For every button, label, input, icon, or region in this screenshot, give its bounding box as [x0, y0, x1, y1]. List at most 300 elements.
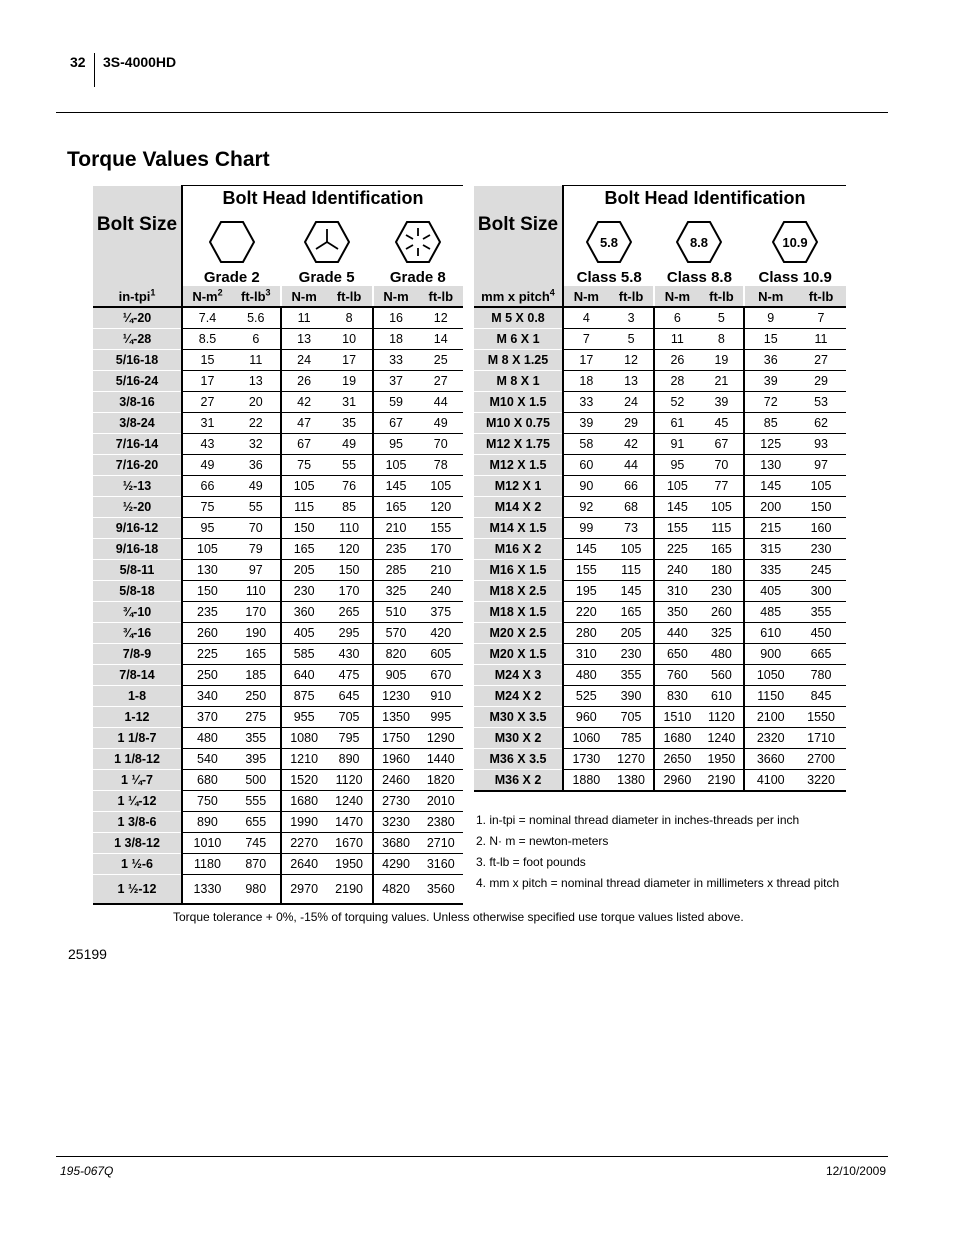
class-10-9-header	[744, 211, 846, 286]
torque-value-cell: 980	[232, 875, 281, 905]
table-row	[93, 812, 463, 833]
torque-value-cell: 33	[563, 392, 609, 413]
bolt-size-cell: 9/16-18	[93, 539, 182, 560]
torque-value-cell: 1550	[796, 707, 846, 728]
table-row	[93, 307, 463, 329]
torque-value-cell: 68	[609, 497, 655, 518]
torque-value-cell: 2970	[281, 875, 327, 905]
torque-value-cell: 105	[609, 539, 655, 560]
table-row	[93, 644, 463, 665]
grade-5-header	[281, 211, 373, 286]
figure-number: 25199	[68, 946, 107, 962]
torque-value-cell: 890	[327, 749, 373, 770]
torque-value-cell: 110	[327, 518, 373, 539]
bolt-size-cell: 1 ¼-7	[93, 770, 182, 791]
torque-value-cell: 67	[373, 413, 419, 434]
table-row	[93, 770, 463, 791]
torque-value-cell: 190	[232, 623, 281, 644]
grade-5-label: Grade 5	[298, 269, 355, 286]
torque-value-cell: 25	[419, 350, 463, 371]
bolt-size-cell: M 5 X 0.8	[474, 307, 563, 329]
torque-value-cell: 155	[563, 560, 609, 581]
torque-value-cell: 210	[419, 560, 463, 581]
torque-value-cell: 745	[232, 833, 281, 854]
table-row	[474, 602, 846, 623]
header-divider	[94, 53, 95, 87]
table-row	[474, 770, 846, 792]
torque-value-cell: 58	[563, 434, 609, 455]
class-10-9-mark: 10.9	[782, 235, 808, 250]
table-row	[474, 476, 846, 497]
torque-value-cell: 14	[419, 329, 463, 350]
torque-value-cell: 570	[373, 623, 419, 644]
bolt-size-cell: 3/8-16	[93, 392, 182, 413]
table-row	[93, 854, 463, 875]
torque-value-cell: 2320	[744, 728, 796, 749]
torque-value-cell: 12	[609, 350, 655, 371]
torque-value-cell: 525	[563, 686, 609, 707]
bolt-size-cell: M10 X 1.5	[474, 392, 563, 413]
torque-value-cell: 1960	[373, 749, 419, 770]
bolt-size-cell: 1 1/8-12	[93, 749, 182, 770]
torque-value-cell: 120	[419, 497, 463, 518]
torque-value-cell: 1680	[654, 728, 699, 749]
torque-value-cell: 3230	[373, 812, 419, 833]
torque-value-cell: 3160	[419, 854, 463, 875]
bolt-size-cell: M10 X 0.75	[474, 413, 563, 434]
bolt-size-cell: 5/8-11	[93, 560, 182, 581]
document-number: 195-067Q	[60, 1164, 114, 1178]
bolt-head-identification-header: Bolt Head Identification	[182, 186, 463, 212]
bolt-size-cell: M 8 X 1.25	[474, 350, 563, 371]
torque-value-cell: 11	[796, 329, 846, 350]
torque-value-cell: 52	[654, 392, 699, 413]
torque-value-cell: 150	[281, 518, 327, 539]
torque-value-cell: 540	[182, 749, 232, 770]
torque-value-cell: 4100	[744, 770, 796, 792]
torque-value-cell: 8	[327, 307, 373, 329]
torque-value-cell: 170	[232, 602, 281, 623]
torque-value-cell: 1880	[563, 770, 609, 792]
table-row	[474, 371, 846, 392]
torque-value-cell: 95	[373, 434, 419, 455]
torque-value-cell: 5	[699, 307, 744, 329]
torque-value-cell: 27	[796, 350, 846, 371]
torque-value-cell: 750	[182, 791, 232, 812]
torque-value-cell: 355	[796, 602, 846, 623]
torque-value-cell: 145	[373, 476, 419, 497]
torque-value-cell: 1330	[182, 875, 232, 905]
torque-value-cell: 31	[327, 392, 373, 413]
grade-8-label: Grade 8	[389, 269, 446, 286]
torque-value-cell: 49	[419, 413, 463, 434]
torque-value-cell: 645	[327, 686, 373, 707]
table-row	[93, 518, 463, 539]
torque-value-cell: 485	[744, 602, 796, 623]
torque-value-cell: 10	[327, 329, 373, 350]
torque-value-cell: 1180	[182, 854, 232, 875]
table-row	[93, 371, 463, 392]
torque-value-cell: 705	[609, 707, 655, 728]
table-row	[474, 581, 846, 602]
torque-value-cell: 500	[232, 770, 281, 791]
footnote: 4. mm x pitch = nominal thread diameter in millimeters x thread pitch	[476, 876, 840, 890]
torque-value-cell: 105	[796, 476, 846, 497]
torque-value-cell: 85	[327, 497, 373, 518]
torque-value-cell: 105	[182, 539, 232, 560]
torque-value-cell: 240	[654, 560, 699, 581]
torque-value-cell: 8	[699, 329, 744, 350]
bolt-size-cell: M24 X 3	[474, 665, 563, 686]
bolt-size-cell: M 8 X 1	[474, 371, 563, 392]
torque-value-cell: 120	[327, 539, 373, 560]
torque-value-cell: 105	[419, 476, 463, 497]
table-row	[474, 413, 846, 434]
torque-value-cell: 26	[281, 371, 327, 392]
torque-value-cell: 59	[373, 392, 419, 413]
table-row	[93, 833, 463, 854]
bolt-size-cell: 1-12	[93, 707, 182, 728]
bolt-size-cell: M30 X 3.5	[474, 707, 563, 728]
torque-value-cell: 110	[232, 581, 281, 602]
class-10-9-hex-icon	[772, 219, 818, 265]
table-row	[474, 329, 846, 350]
grade-2-header	[182, 211, 281, 286]
bolt-size-header: Bolt Size	[474, 186, 563, 287]
torque-value-cell: 2700	[796, 749, 846, 770]
grade-2-hex-icon	[209, 219, 255, 265]
bolt-size-cell: M12 X 1	[474, 476, 563, 497]
torque-value-cell: 97	[232, 560, 281, 581]
torque-value-cell: 1350	[373, 707, 419, 728]
torque-value-cell: 230	[281, 581, 327, 602]
torque-value-cell: 165	[232, 644, 281, 665]
torque-value-cell: 265	[327, 602, 373, 623]
torque-value-cell: 325	[699, 623, 744, 644]
bolt-size-cell: 1 ½-6	[93, 854, 182, 875]
class-5-8-mark: 5.8	[600, 235, 619, 250]
torque-value-cell: 310	[563, 644, 609, 665]
torque-value-cell: 15	[744, 329, 796, 350]
bolt-size-cell: M18 X 2.5	[474, 581, 563, 602]
torque-value-cell: 225	[654, 539, 699, 560]
torque-value-cell: 93	[796, 434, 846, 455]
footnote: 1. in-tpi = nominal thread diameter in inches-threads per inch	[476, 813, 800, 827]
torque-value-cell: 165	[609, 602, 655, 623]
torque-value-cell: 2190	[327, 875, 373, 905]
in-tpi-column-header: in-tpi$^1$	[93, 286, 182, 307]
table-row	[93, 455, 463, 476]
torque-value-cell: 21	[699, 371, 744, 392]
torque-value-cell: 1710	[796, 728, 846, 749]
class-8-8-mark: 8.8	[690, 235, 709, 250]
torque-value-cell: 610	[744, 623, 796, 644]
torque-value-cell: 2730	[373, 791, 419, 812]
torque-value-cell: 85	[744, 413, 796, 434]
torque-value-cell: 55	[327, 455, 373, 476]
torque-value-cell: 780	[796, 665, 846, 686]
bolt-size-cell: 1 3/8-12	[93, 833, 182, 854]
torque-value-cell: 91	[654, 434, 699, 455]
torque-value-cell: 39	[699, 392, 744, 413]
torque-value-cell: 150	[182, 581, 232, 602]
torque-value-cell: 200	[744, 497, 796, 518]
torque-value-cell: 1270	[609, 749, 655, 770]
torque-value-cell: 395	[232, 749, 281, 770]
torque-value-cell: 105	[281, 476, 327, 497]
table-row	[93, 329, 463, 350]
bolt-size-cell: M20 X 1.5	[474, 644, 563, 665]
torque-value-cell: 2270	[281, 833, 327, 854]
table-row	[474, 623, 846, 644]
torque-value-cell: 2710	[419, 833, 463, 854]
torque-value-cell: 480	[563, 665, 609, 686]
torque-value-cell: 3680	[373, 833, 419, 854]
class-8-8-hex-icon	[676, 219, 722, 265]
torque-value-cell: 2650	[654, 749, 699, 770]
torque-value-cell: 17	[563, 350, 609, 371]
torque-value-cell: 1520	[281, 770, 327, 791]
table-row	[474, 707, 846, 728]
nm-column-header: N-m	[563, 286, 609, 307]
bolt-size-cell: M12 X 1.75	[474, 434, 563, 455]
torque-value-cell: 60	[563, 455, 609, 476]
torque-value-cell: 170	[327, 581, 373, 602]
bolt-size-cell: M16 X 2	[474, 539, 563, 560]
torque-value-cell: 285	[373, 560, 419, 581]
torque-value-cell: 655	[232, 812, 281, 833]
bolt-size-cell: 7/8-14	[93, 665, 182, 686]
footer-rule	[56, 1156, 888, 1157]
torque-value-cell: 115	[609, 560, 655, 581]
bolt-size-cell: 5/16-24	[93, 371, 182, 392]
torque-value-cell: 22	[232, 413, 281, 434]
torque-value-cell: 1230	[373, 686, 419, 707]
table-row	[474, 497, 846, 518]
class-8-8-label: Class 8.8	[666, 269, 732, 286]
torque-value-cell: 66	[182, 476, 232, 497]
torque-value-cell: 830	[654, 686, 699, 707]
ftlb-column-header: ft-lb	[796, 286, 846, 307]
torque-value-cell: 845	[796, 686, 846, 707]
nm-column-header: $N-m^2$	[182, 286, 232, 307]
torque-value-cell: 250	[182, 665, 232, 686]
torque-value-cell: 650	[654, 644, 699, 665]
bolt-size-cell: M16 X 1.5	[474, 560, 563, 581]
torque-value-cell: 335	[744, 560, 796, 581]
torque-value-cell: 370	[182, 707, 232, 728]
torque-value-cell: 905	[373, 665, 419, 686]
bolt-size-header: Bolt Size	[93, 186, 182, 287]
torque-tolerance-note: Torque tolerance + 0%, -15% of torquing values. Unless otherwise specified use torque values listed above.	[173, 910, 744, 924]
torque-value-cell: 67	[699, 434, 744, 455]
torque-value-cell: 960	[563, 707, 609, 728]
torque-value-cell: 2100	[744, 707, 796, 728]
torque-value-cell: 43	[182, 434, 232, 455]
torque-value-cell: 2460	[373, 770, 419, 791]
class-5-8-header	[563, 211, 654, 286]
torque-value-cell: 785	[609, 728, 655, 749]
torque-value-cell: 79	[232, 539, 281, 560]
torque-value-cell: 66	[609, 476, 655, 497]
table-row	[93, 623, 463, 644]
torque-value-cell: 165	[281, 539, 327, 560]
torque-value-cell: 70	[419, 434, 463, 455]
torque-value-cell: 555	[232, 791, 281, 812]
torque-value-cell: 24	[281, 350, 327, 371]
torque-value-cell: 11	[232, 350, 281, 371]
torque-value-cell: 155	[419, 518, 463, 539]
table-row	[93, 476, 463, 497]
torque-value-cell: 355	[609, 665, 655, 686]
torque-value-cell: 355	[232, 728, 281, 749]
bolt-size-cell: ¾-10	[93, 602, 182, 623]
table-row	[93, 728, 463, 749]
torque-value-cell: 125	[744, 434, 796, 455]
bolt-size-cell: 1 ½-12	[93, 875, 182, 905]
torque-value-cell: 27	[419, 371, 463, 392]
torque-value-cell: 295	[327, 623, 373, 644]
torque-value-cell: 6	[232, 329, 281, 350]
footnote: 3. ft-lb = foot pounds	[476, 855, 586, 869]
table-row	[93, 497, 463, 518]
torque-value-cell: 6	[654, 307, 699, 329]
torque-value-cell: 33	[373, 350, 419, 371]
torque-value-cell: 165	[373, 497, 419, 518]
torque-value-cell: 1010	[182, 833, 232, 854]
torque-value-cell: 12	[419, 307, 463, 329]
torque-value-cell: 8.5	[182, 329, 232, 350]
table-row	[93, 581, 463, 602]
bolt-size-cell: 1 1/8-7	[93, 728, 182, 749]
torque-value-cell: 420	[419, 623, 463, 644]
torque-value-cell: 145	[744, 476, 796, 497]
torque-value-cell: 205	[281, 560, 327, 581]
bolt-size-cell: 1 ¼-12	[93, 791, 182, 812]
footnotes	[476, 813, 846, 897]
torque-value-cell: 49	[232, 476, 281, 497]
table-row	[474, 455, 846, 476]
header-rule	[56, 112, 888, 113]
torque-value-cell: 585	[281, 644, 327, 665]
torque-value-cell: 955	[281, 707, 327, 728]
bolt-head-identification-header: Bolt Head Identification	[563, 186, 846, 212]
class-8-8-header	[654, 211, 744, 286]
table-row	[93, 707, 463, 728]
torque-value-cell: 1060	[563, 728, 609, 749]
torque-value-cell: 28	[654, 371, 699, 392]
torque-value-cell: 195	[563, 581, 609, 602]
torque-value-cell: 92	[563, 497, 609, 518]
bolt-size-cell: M36 X 3.5	[474, 749, 563, 770]
torque-value-cell: 230	[796, 539, 846, 560]
ftlb-column-header: ft-lb	[699, 286, 744, 307]
torque-value-cell: 97	[796, 455, 846, 476]
ftlb-column-header: ft-lb	[419, 286, 463, 307]
torque-value-cell: 900	[744, 644, 796, 665]
torque-value-cell: 1680	[281, 791, 327, 812]
table-row	[474, 728, 846, 749]
torque-value-cell: 145	[609, 581, 655, 602]
torque-value-cell: 1730	[563, 749, 609, 770]
bolt-size-cell: 5/16-18	[93, 350, 182, 371]
torque-value-cell: 210	[373, 518, 419, 539]
torque-value-cell: 1820	[419, 770, 463, 791]
bolt-size-cell: M30 X 2	[474, 728, 563, 749]
table-row	[474, 434, 846, 455]
torque-value-cell: 1240	[699, 728, 744, 749]
torque-value-cell: 29	[796, 371, 846, 392]
torque-value-cell: 105	[654, 476, 699, 497]
torque-value-cell: 37	[373, 371, 419, 392]
torque-value-cell: 230	[699, 581, 744, 602]
torque-value-cell: 49	[327, 434, 373, 455]
bolt-size-cell: M14 X 2	[474, 497, 563, 518]
torque-value-cell: 2380	[419, 812, 463, 833]
class-5-8-hex-icon	[586, 219, 632, 265]
table-row	[93, 686, 463, 707]
torque-value-cell: 11	[654, 329, 699, 350]
torque-value-cell: 17	[182, 371, 232, 392]
bolt-size-cell: M12 X 1.5	[474, 455, 563, 476]
torque-value-cell: 240	[419, 581, 463, 602]
bolt-size-cell: M18 X 1.5	[474, 602, 563, 623]
torque-value-cell: 760	[654, 665, 699, 686]
torque-value-cell: 39	[744, 371, 796, 392]
torque-value-cell: 5.6	[232, 307, 281, 329]
document-date: 12/10/2009	[825, 1164, 886, 1178]
torque-value-cell: 73	[609, 518, 655, 539]
table-row	[93, 413, 463, 434]
torque-value-cell: 480	[699, 644, 744, 665]
torque-value-cell: 145	[654, 497, 699, 518]
torque-value-cell: 910	[419, 686, 463, 707]
torque-value-cell: 475	[327, 665, 373, 686]
torque-value-cell: 95	[654, 455, 699, 476]
torque-value-cell: 61	[654, 413, 699, 434]
metric-torque-table	[474, 185, 846, 792]
torque-value-cell: 45	[699, 413, 744, 434]
ftlb-column-header: ft-lb	[327, 286, 373, 307]
table-row	[93, 749, 463, 770]
table-row	[93, 875, 463, 905]
torque-value-cell: 17	[327, 350, 373, 371]
torque-value-cell: 130	[182, 560, 232, 581]
nm-column-header: N-m	[373, 286, 419, 307]
table-row	[93, 665, 463, 686]
torque-value-cell: 3660	[744, 749, 796, 770]
torque-value-cell: 31	[182, 413, 232, 434]
torque-value-cell: 440	[654, 623, 699, 644]
torque-value-cell: 450	[796, 623, 846, 644]
torque-value-cell: 7	[796, 307, 846, 329]
torque-value-cell: 360	[281, 602, 327, 623]
torque-value-cell: 36	[232, 455, 281, 476]
torque-value-cell: 875	[281, 686, 327, 707]
torque-value-cell: 9	[744, 307, 796, 329]
torque-value-cell: 1290	[419, 728, 463, 749]
torque-value-cell: 480	[182, 728, 232, 749]
bolt-size-cell: ½-20	[93, 497, 182, 518]
torque-value-cell: 325	[373, 581, 419, 602]
ftlb-column-header: ft-lb	[609, 286, 655, 307]
table-row	[93, 539, 463, 560]
table-row	[474, 686, 846, 707]
bolt-size-cell: 3/8-24	[93, 413, 182, 434]
torque-value-cell: 230	[609, 644, 655, 665]
footnote: 2. N· m = newton-meters	[476, 834, 609, 848]
bolt-size-cell: ¼-28	[93, 329, 182, 350]
